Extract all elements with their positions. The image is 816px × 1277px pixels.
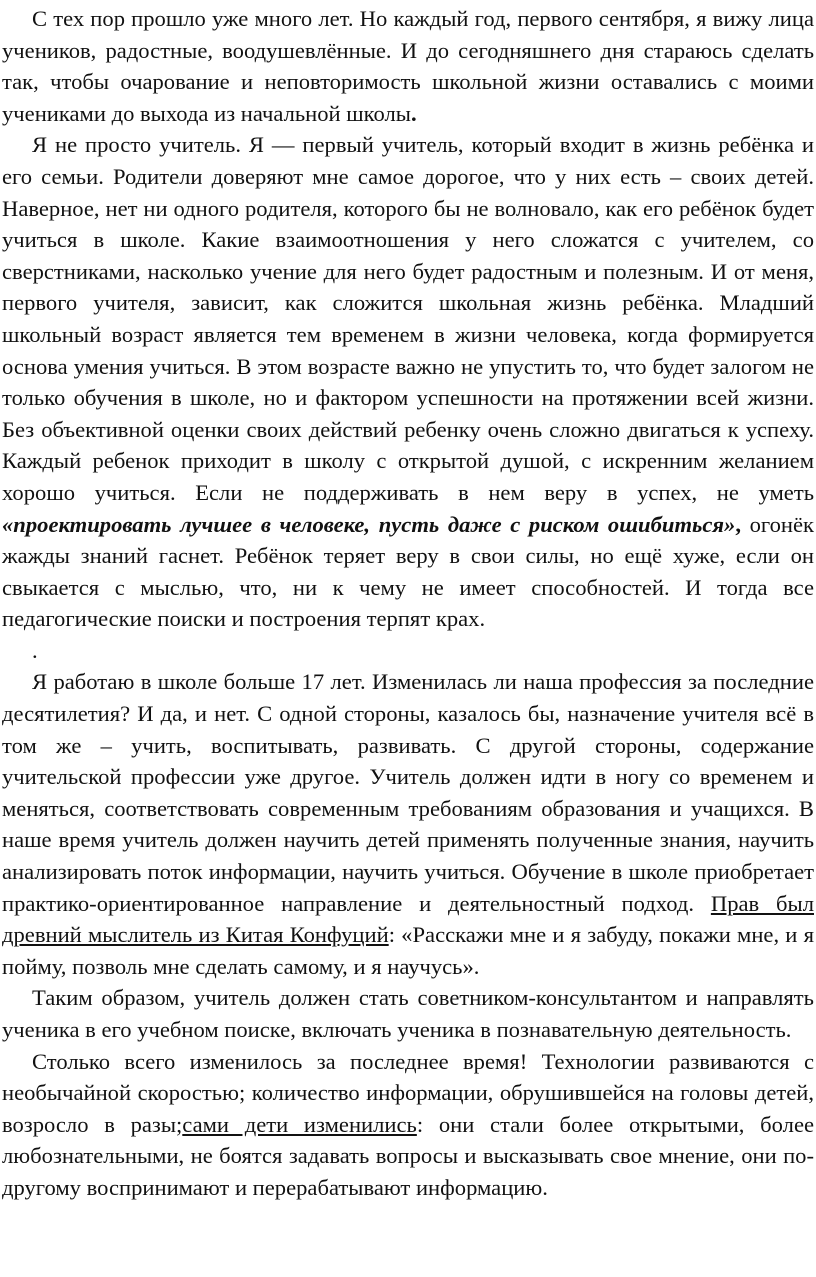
paragraph-end-period: .: [410, 100, 417, 126]
underlined-confucius-text: Прав был древний мыслитель из Китая Конфуций: [2, 890, 814, 948]
paragraph-first-september: [2, 3, 814, 129]
paragraph-text: Я не просто учитель. Я — первый учитель, который входит в жизнь ребёнка и его семьи. Родители доверяют мне самое дорогое, что у них есть – своих детей. Наверное, нет ни одного родителя, которого бы не волновало, как его ребёнок будет учиться в школе. Какие взаимоотношения у него сложатся с учителем, со сверстниками, насколько учение для него будет радостным и полезным. И от меня, первого учителя, зависит, как сложится школьная жизнь ребёнка. Младший школьный возраст является тем временем в жизни человека, когда формируется основа умения учиться. В этом возрасте важно не упустить то, что будет залогом не только обучения в школе, но и фактором успешности на протяжении всей жизни. Без объективной оценки своих действий ребенку очень сложно двигаться к успеху. Каждый ребенок приходит в школу с открытой душой, с искренним желанием хорошо учиться. Если не поддерживать в нем веру в успех, не уметь: [2, 132, 814, 505]
paragraph-text: Столько всего изменилось за последнее время! Технологии развиваются с необычайной скоростью; количество информации, обрушившейся на головы детей, возросло в разы;: [2, 1048, 814, 1137]
paragraph-teacher-advisor: [2, 982, 814, 1045]
paragraph-text-continued: : они стали более открытыми, более любознательными, не боятся задавать вопросы и высказывать свое мнение, они по-другому воспринимают и перерабатывают информацию.: [2, 1111, 814, 1200]
paragraph-changes: [2, 1046, 814, 1204]
paragraph-text-continued: огонёк жажды знаний гаснет. Ребёнок теряет веру в свои силы, но ещё хуже, если он свыкается с мыслью, что, ни к чему не имеет способностей. И тогда все педагогические поиски и построения терпят крах.: [2, 511, 814, 632]
underlined-children-changed: сами дети изменились: [182, 1111, 417, 1137]
separator-dot: .: [32, 637, 38, 663]
quote-comma: ,: [735, 511, 741, 537]
paragraph-profession-change: [2, 666, 814, 982]
paragraph-text: Я работаю в школе больше 17 лет. Изменилась ли наша профессия за последние десятилетия? И да, и нет. С одной стороны, казалось бы, назначение учителя всё в том же – учить, воспитывать, развивать. С другой стороны, содержание учительской профессии уже другое. Учитель должен идти в ногу со временем и меняться, соответствовать современным требованиям образования и учащихся. В наше время учитель должен научить детей применять полученные знания, научить анализировать поток информации, научить учиться. Обучение в школе приобретает практико-ориентированное направление и деятельностный подход.: [2, 669, 814, 916]
paragraph-first-teacher: [2, 129, 814, 635]
paragraph-text: С тех пор прошло уже много лет. Но каждый год, первого сентября, я вижу лица учеников, радостные, воодушевлённые. И до сегодняшнего дня стараюсь сделать так, чтобы очарование и неповторимость школьной жизни оставались с моими учениками до выхода из начальной школы: [2, 6, 814, 126]
paragraph-text: Таким образом, учитель должен стать советником-консультантом и направлять ученика в его учебном поиске, включать ученика в познавательную деятельность.: [2, 985, 814, 1042]
emphasized-quote: «проектировать лучшее в человеке, пусть даже с риском ошибиться»: [2, 511, 736, 537]
paragraph-text-continued: : «Расскажи мне и я забуду, покажи мне, и я пойму, позволь мне сделать самому, и я научусь».: [2, 922, 814, 979]
